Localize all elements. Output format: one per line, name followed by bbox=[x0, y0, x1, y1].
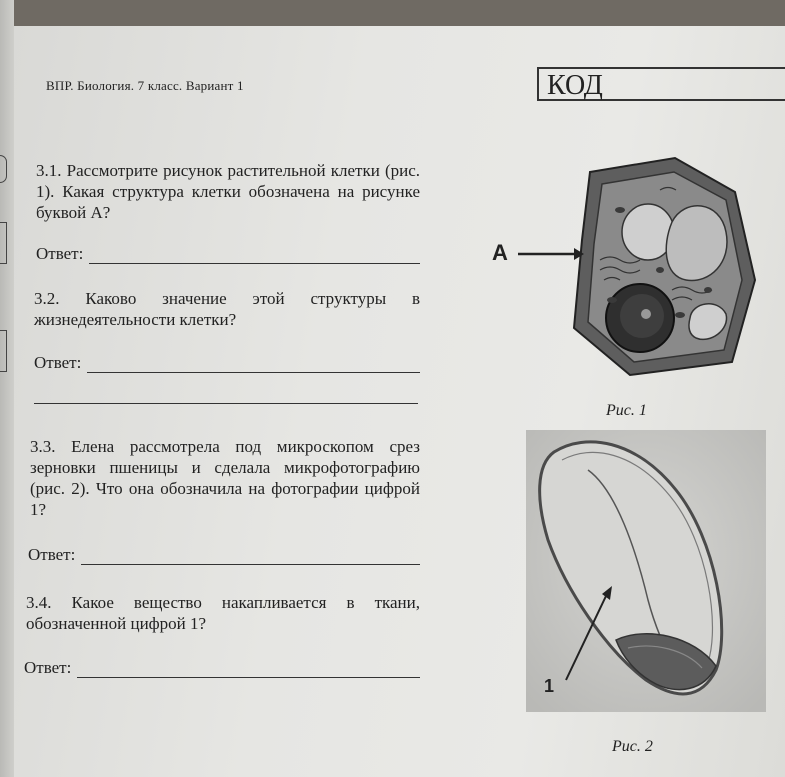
figure2-label: 1 bbox=[544, 676, 555, 696]
question-3-1: 3.1. Рассмотрите рисунок растительной клетки (рис. 1). Какая структура клетки обозначена на рисунке буквой А? bbox=[36, 161, 420, 222]
answer-3-2 bbox=[34, 353, 420, 373]
question-3-2: 3.2. Каково значение этой структуры в жизнедеятельности клетки? bbox=[34, 289, 420, 329]
plant-cell-figure bbox=[560, 150, 760, 390]
figure1-label: А bbox=[492, 240, 508, 265]
code-box: КОД bbox=[537, 67, 785, 101]
question-3-4: 3.4. Какое вещество накапливается в ткани, обозначенной цифрой 1? bbox=[26, 593, 420, 633]
answer-label: Ответ: bbox=[24, 658, 72, 677]
score-box bbox=[0, 222, 7, 264]
answer-line[interactable] bbox=[77, 659, 420, 678]
answer-label: Ответ: bbox=[34, 353, 82, 372]
answer-3-1 bbox=[36, 244, 420, 264]
answer-line[interactable] bbox=[89, 245, 420, 264]
answer-3-4 bbox=[24, 658, 420, 678]
answer-line[interactable] bbox=[81, 546, 420, 565]
answer-3-3 bbox=[28, 545, 420, 565]
figure2-caption: Рис. 2 bbox=[612, 738, 653, 755]
page-header: ВПР. Биология. 7 класс. Вариант 1 bbox=[46, 78, 244, 93]
answer-line[interactable] bbox=[87, 354, 420, 373]
answer-label: Ответ: bbox=[36, 244, 84, 263]
answer-line-extra[interactable] bbox=[34, 403, 418, 404]
margin-mark bbox=[0, 155, 7, 183]
arrow-icon bbox=[516, 246, 586, 262]
score-box bbox=[0, 330, 7, 372]
question-3-3: 3.3. Елена рассмотрела под микроскопом срез зерновки пшеницы и сделала микрофотографию (рис. 2). Что она обозначила на фотографии цифрой 1? bbox=[30, 437, 420, 519]
page-edge bbox=[0, 0, 14, 777]
wheat-grain-figure bbox=[526, 430, 766, 712]
figure1-caption: Рис. 1 bbox=[606, 402, 647, 419]
answer-label: Ответ: bbox=[28, 545, 76, 564]
